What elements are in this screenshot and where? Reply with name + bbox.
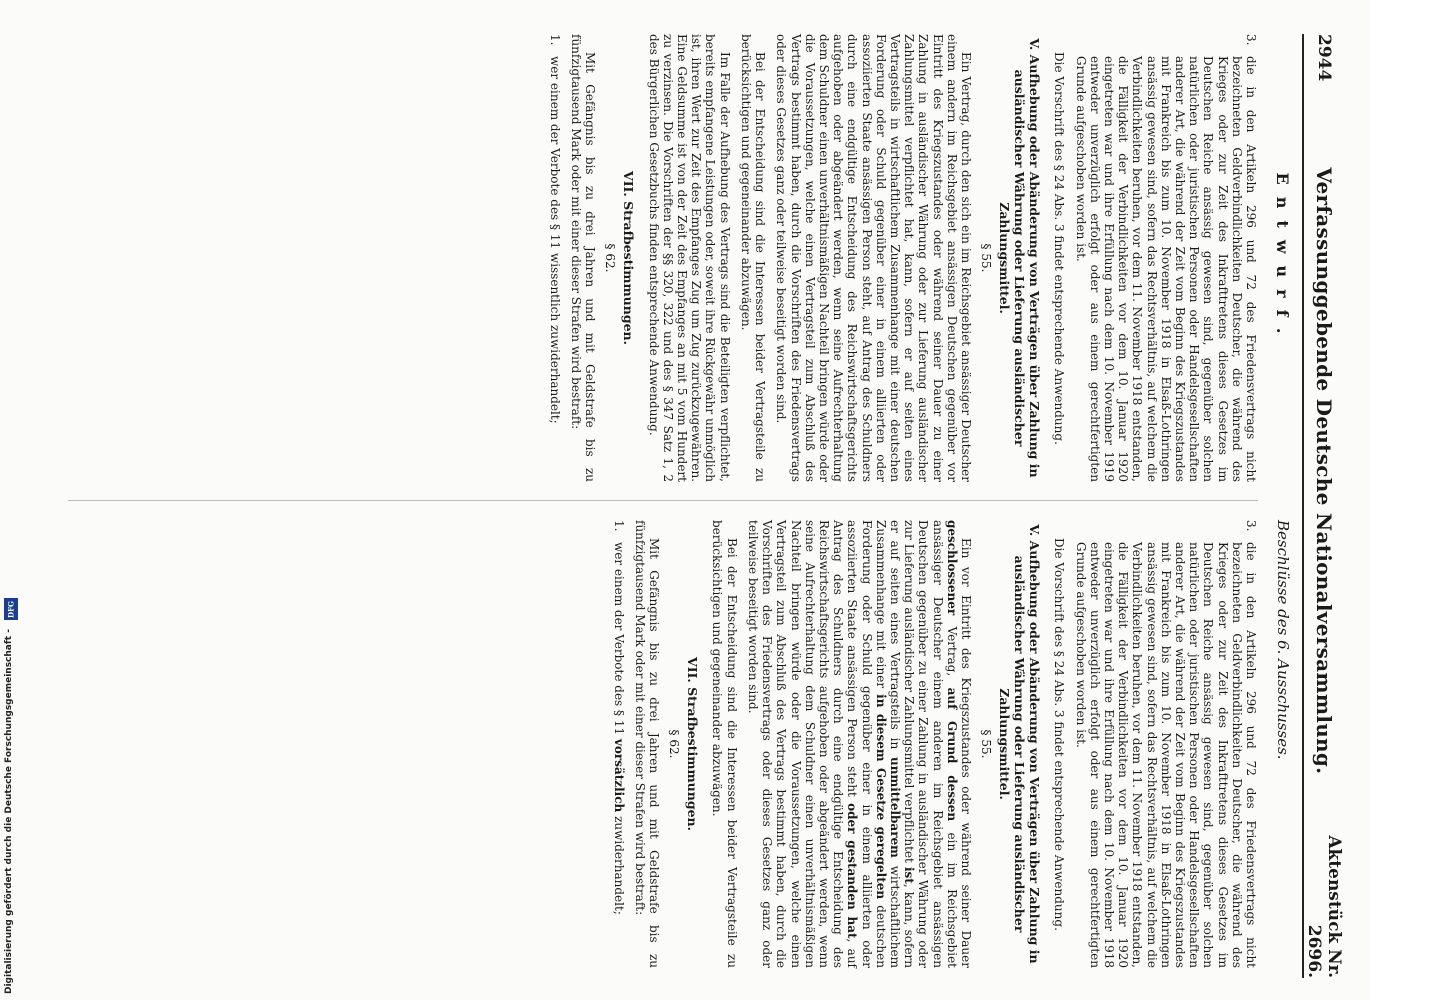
rule-text: Die Vorschrift des § 24 Abs. 3 findet entsprechende Anwendung. — [1052, 52, 1067, 445]
item-number: 1. — [547, 34, 562, 46]
item-text: die in den Artikeln 296 und 72 des Friedensvertrags nicht bezeichneten Geldverbindlichkeiten Deutscher, die während des Krieges oder zur Zeit des Inkrafttretens dieses Gesetzes im Deutschen Reiche ansässig gewesen sind, gegenüber solchen natürlichen oder juristischen Personen oder Handelsgesellschaften anderer Art, die während der Zeit vom Beginn des Kriegszustandes mit Frankreich bis zum 10. November 1918 in Elsaß-Lothringen ansässig gewesen sind, sofern das Rechtsverhältnis, auf welchem die Verbindlichkeiten beruhen, vor dem 11. November 1918 entstanden, die Fälligkeit der Verbindlichkeiten vor dem 10. Januar 1920 eingetreten war und ihre Erfüllung nach dem 10. November 1918 entweder unverzüglich erfolgt oder aus einem gerechtfertigten Grunde aufgeschoben worden ist. — [1073, 542, 1258, 968]
text-run: wirtschaftlichem Zusammenhange mit einer — [873, 520, 902, 968]
section-paragraph — [746, 520, 973, 968]
section-heading: V. Aufhebung oder Abänderung von Verträgen über Zahlung in ausländischer Währung oder Lieferung ausländischer Zahlungsmittel. — [997, 524, 1043, 964]
paragraph-number: § 62. — [667, 729, 682, 759]
text-run: , auf Antrag des Schuldners durch eine endgültige Entscheidung des Reichswirtschaftsgerichts aufgehoben oder abgeändert werden, wenn seine Aufrechterhaltung dem Schuldner einen unverhältnismäßigen Nachteil bringen würde oder die Voraussetzungen, welche einen Vertragsteil zum Abschluß des Vertrags bestimmt haben, durch die Vorschriften des Friedensvertrags oder dieses Gesetzes ganz oder teilweise beseitigt worden sind. — [745, 520, 860, 968]
paragraph-number: § 55. — [979, 243, 994, 273]
item-number: 3. — [1244, 520, 1258, 532]
amended-text: in diesem Gesetze geregelten — [873, 694, 888, 900]
left-column — [541, 34, 1258, 482]
text-run: ein im Reichsgebiet ansässiger Deutscher einem anderen im Reichsgebiet ansässigen Deutschen gegenüber zu einer Zahlung in ausländischer Währung oder zur Lieferung ausländischer Zahlungsmittel verpflichtet — [902, 520, 959, 968]
column-divider — [68, 500, 1258, 501]
text-run: Vertrag, — [944, 615, 959, 688]
list-item — [548, 34, 562, 482]
page-title: Verfassunggebende Deutsche Nationalversammlung. — [1312, 167, 1336, 775]
amended-text: auf Grund dessen — [944, 687, 959, 822]
amended-text: oder gestanden hat — [845, 803, 860, 939]
text-run: deutschen Forderung oder Schuld gegenüber einer in einem alliierten oder assoziierten Staate ansässigen Person steht — [845, 520, 888, 968]
page-number: 2944 — [1314, 34, 1334, 82]
section-paragraph: Mit Gefängnis bis zu drei Jahren und mit Geldstrafe bis zu fünfzigtausend Mark oder mit einer dieser Strafen wird bestraft: — [632, 520, 662, 968]
item-number: 3. — [1244, 34, 1258, 46]
list-item — [1073, 520, 1258, 968]
rule-text: Die Vorschrift des § 24 Abs. 3 findet entsprechende Anwendung. — [1052, 538, 1067, 931]
right-column-heading: Beschlüsse des 6. Ausschusses. — [1274, 520, 1292, 760]
section-heading: V. Aufhebung oder Abänderung von Verträgen über Zahlung in ausländischer Währung oder Lieferung ausländischer Zahlungsmittel. — [997, 38, 1043, 478]
section-paragraph: Mit Gefängnis bis zu drei Jahren und mit Geldstrafe bis zu fünfzigtausend Mark oder mit einer dieser Strafen wird bestraft: — [569, 34, 598, 482]
document-reference: Aktenstück Nr. 2696. — [1304, 835, 1344, 978]
paragraph-number: § 62. — [603, 243, 618, 273]
text-run: wer einem der Verbote des § 11 — [611, 542, 626, 739]
section-paragraph: Bei der Entscheidung sind die Interessen beider Vertragsteile zu berücksichtigen und gegeneinander abzuwägen. — [738, 34, 768, 482]
list-item — [1073, 34, 1258, 482]
text-run: , kann, sofern er auf seiten eines Vertragsteils in — [887, 520, 917, 969]
amended-text: vorsätzlich — [611, 738, 626, 813]
amended-text: geschlossener — [944, 520, 959, 616]
funding-note: Digitalisierung gefördert durch die Deutsche Forschungsgemeinschaft - — [4, 629, 14, 994]
text-run: zuwiderhandelt; — [611, 812, 626, 915]
digitization-footer — [0, 598, 22, 994]
section-paragraph: Bei der Entscheidung sind die Interessen beider Vertragsteile zu berücksichtigen und gegeneinander abzuwägen. — [710, 520, 739, 968]
amended-text: ist — [902, 866, 917, 884]
item-number: 1. — [611, 520, 626, 532]
list-item — [611, 520, 625, 968]
page-header — [1302, 34, 1344, 978]
item-text: wer einem der Verbote des § 11 wissentlich zuwiderhandelt; — [547, 56, 562, 424]
amended-text: unmittelbarem — [887, 757, 902, 858]
item-text: die in den Artikeln 296 und 72 des Friedensvertrags nicht bezeichneten Geldverbindlichkeiten Deutscher, die während des Krieges oder zur Zeit des Inkrafttretens dieses Gesetzes im Deutschen Reiche ansässig gewesen sind, gegenüber solchen natürlichen oder juristischen Personen oder Handelsgesellschaften anderer Art, die während der Zeit vom Beginn des Kriegszustandes mit Frankreich bis zum 10. November 1918 in Elsaß-Lothringen ansässig gewesen sind, sofern das Rechtsverhältnis, auf welchem die Verbindlichkeiten beruhen, vor dem 11. November 1918 entstanden, die Fälligkeit der Verbindlichkeiten vor dem 10. Januar 1920 eingetreten war und ihre Erfüllung nach dem 10. November 1919 entweder unverzüglich erfolgt oder aus einem gerechtfertigten Grunde aufgeschoben worden ist. — [1073, 56, 1258, 482]
text-run: Ein vor Eintritt des Kriegszustandes oder während seiner Dauer — [958, 538, 973, 968]
left-column-heading: Entwurf. — [1273, 172, 1292, 346]
section-paragraph: Im Falle der Aufhebung des Vertrags sind die Beteiligten verpflichtet, bereits empfangene Leistungen oder, soweit ihre Rückgewähr unmöglich ist, ihren Wert zur Zeit des Empfanges Zug um Zug zurückzugewähren. Eine Geldsumme ist von der Zeit des Empfanges an mit 5 vom Hundert zu verzinsen. Die Vorschriften der §§ 320, 322 und des § 347 Satz 1, 2 des Bürgerlichen Gesetzbuchs finden entsprechende Anwendung. — [646, 34, 732, 482]
dfg-logo-icon: DFG — [4, 598, 18, 620]
section-heading: VII. Strafbestimmungen. — [621, 171, 637, 345]
section-heading: VII. Strafbestimmungen. — [685, 657, 701, 831]
paragraph-number: § 55. — [979, 729, 994, 759]
section-paragraph: Ein Vertrag, durch den sich ein im Reichsgebiet ansässiger Deutscher einem andern im Reichsgebiet ansässigen Deutschen gegenüber vor Eintritt des Kriegszustandes oder während seiner Dauer zu einer Zahlung in ausländischer Währung oder zur Lieferung ausländischer Zahlungsmittel verpflichtet hat, kann, sofern er auf seiten eines Vertragsteils in wirtschaftlichem Zusammenhange mit einer deutschen Forderung oder Schuld gegenüber einer in einem alliierten oder assoziierten Staate ansässigen Person steht, auf Antrag des Schuldners durch eine endgültige Entscheidung des Reichswirtschaftsgerichts aufgehoben oder abgeändert werden, wenn seine Aufrechterhaltung dem Schuldner einen unverhältnismäßigen Nachteil bringen würde oder die Voraussetzungen, welche einen Vertragsteil zum Abschluß des Vertrags bestimmt haben, durch die Vorschriften des Friedensvertrags oder dieses Gesetzes ganz oder teilweise beseitigt worden sind. — [774, 34, 973, 482]
right-column — [604, 520, 1258, 968]
